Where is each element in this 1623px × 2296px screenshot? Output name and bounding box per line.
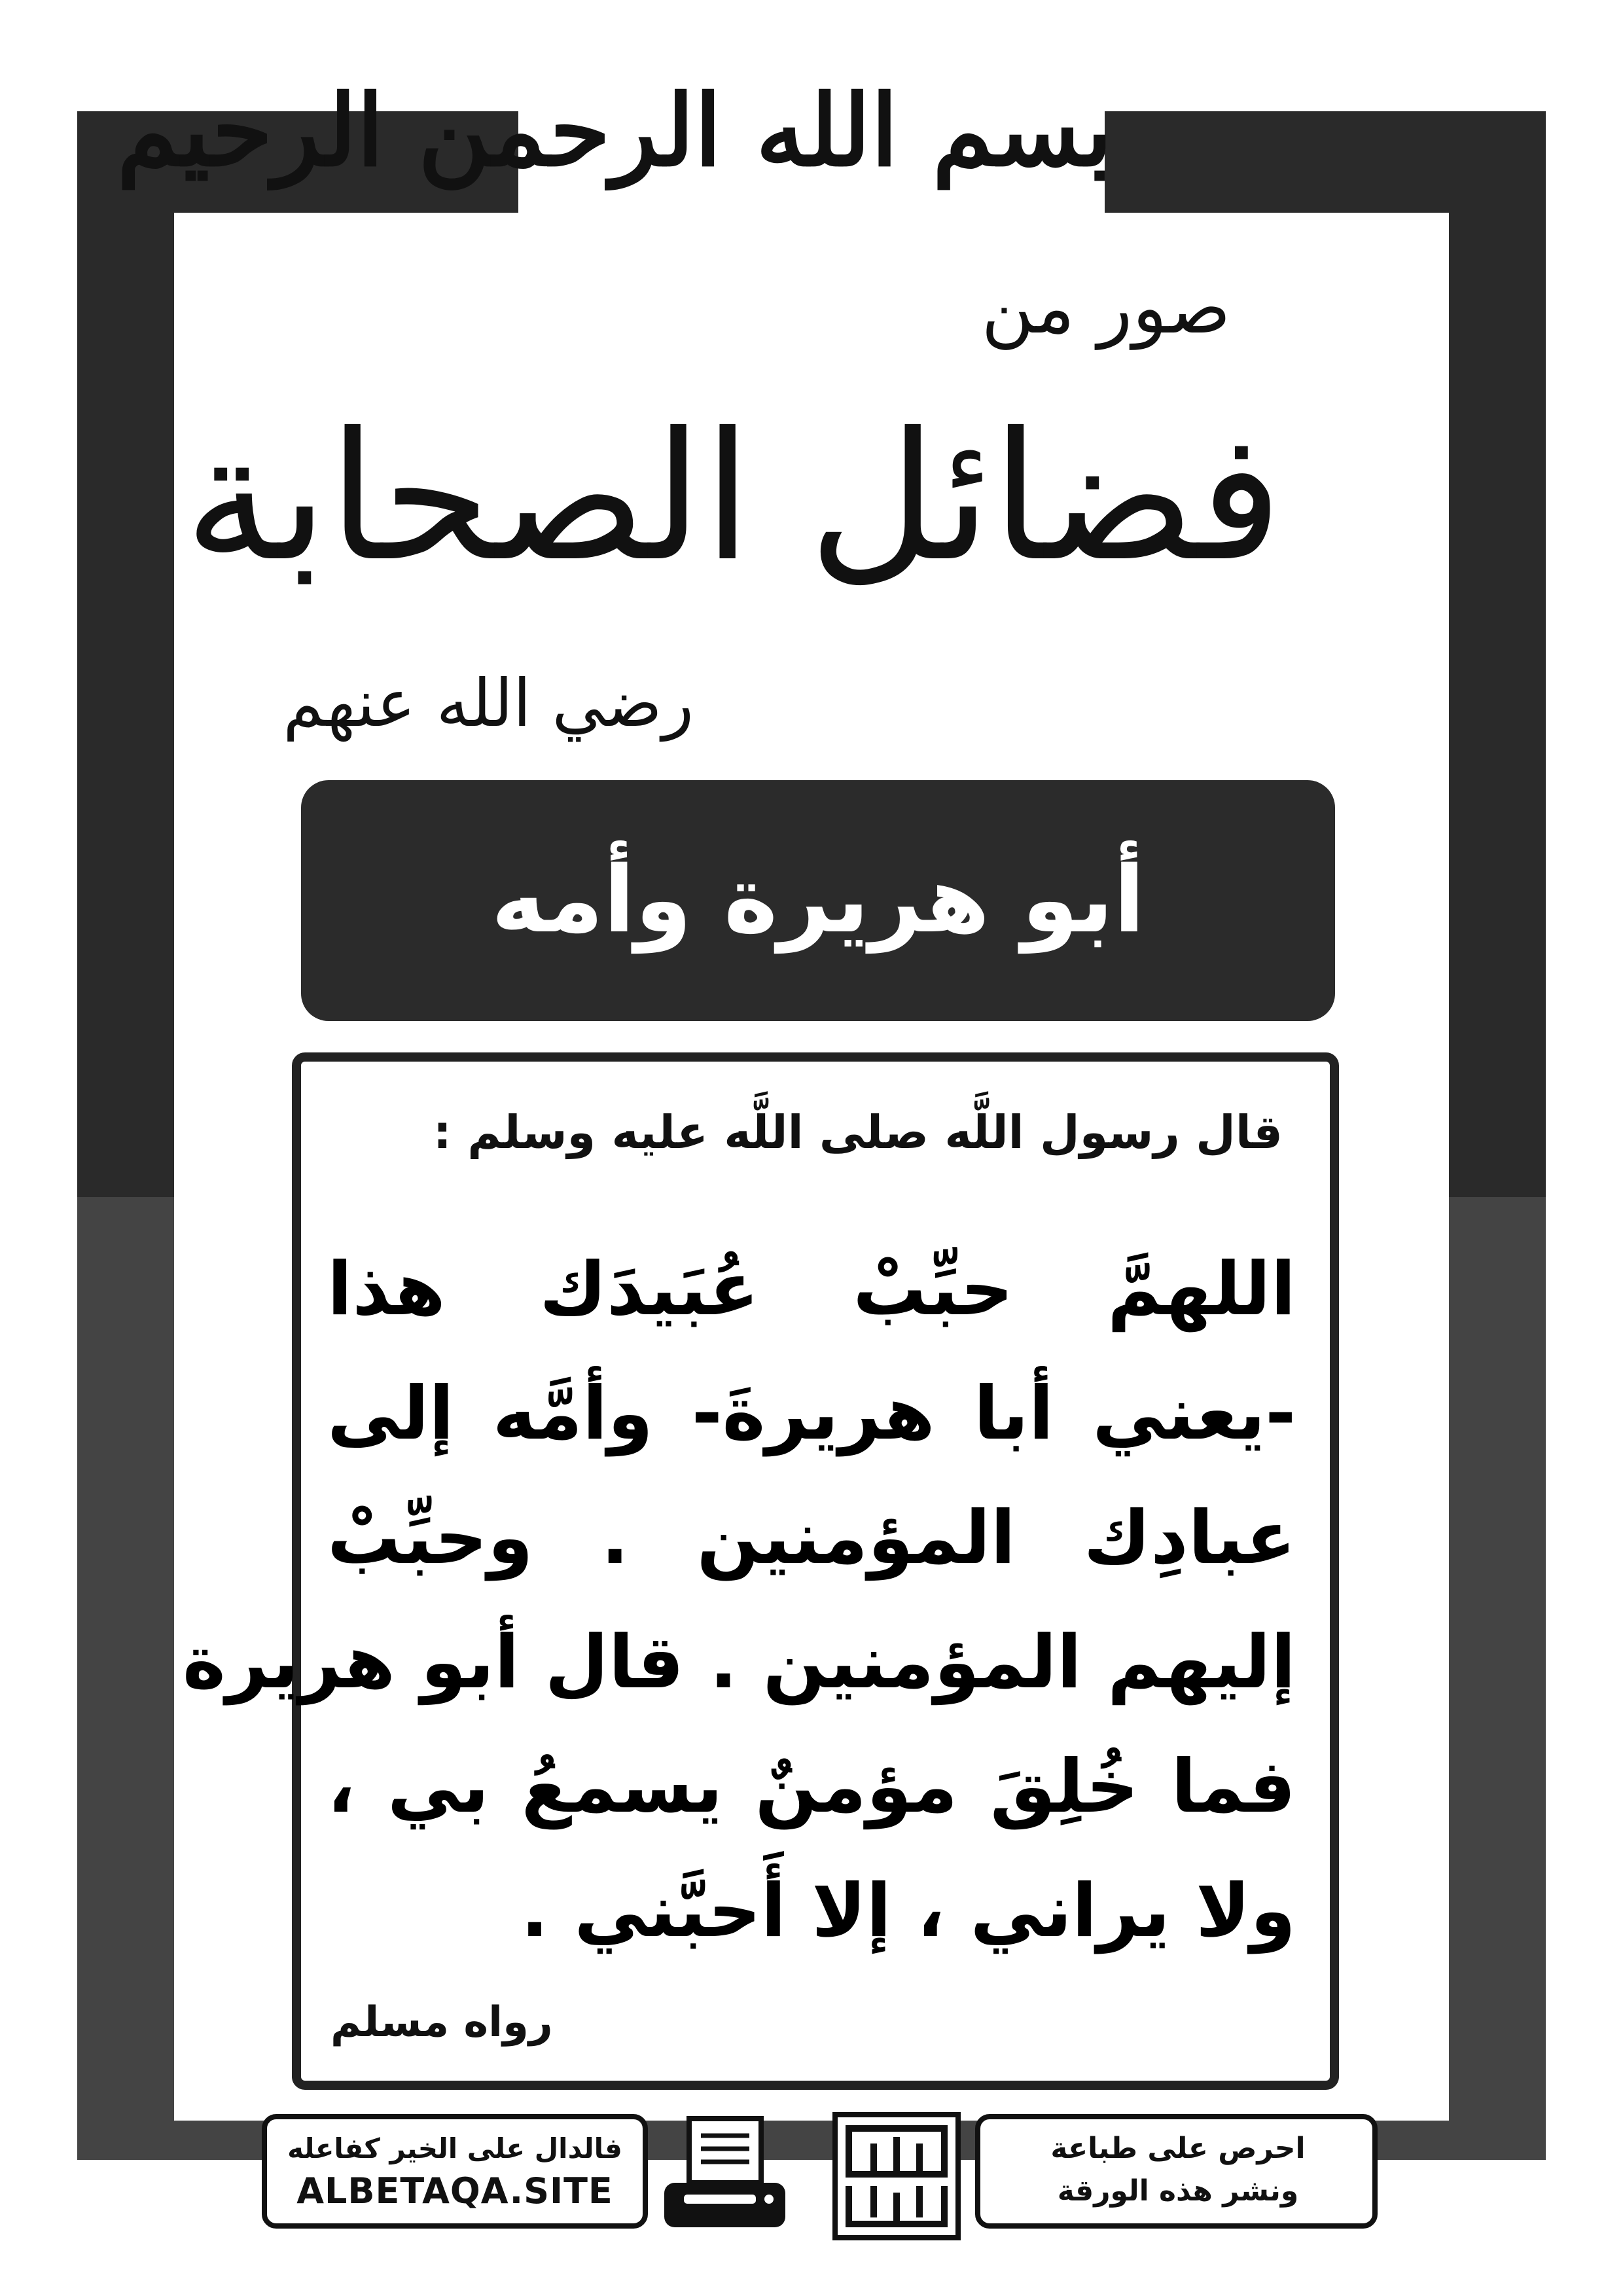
dawah-logo-icon bbox=[831, 2111, 962, 2242]
hadith-intro: قال رسول اللَّه صلى اللَّه عليه وسلم : bbox=[433, 1105, 1283, 1159]
footer-site-link[interactable]: ALBETAQA.SITE bbox=[296, 2170, 613, 2212]
printer-icon bbox=[658, 2111, 792, 2242]
footer-tip-line: احرص على طباعة bbox=[1050, 2132, 1306, 2165]
footer-slogan: فالدال على الخير كفاعله bbox=[287, 2132, 622, 2164]
footer-tip-line: ونشر هذه الورقة bbox=[1057, 2174, 1299, 2208]
hadith-line: إليهم المؤمنين . قال أبو هريرة bbox=[182, 1620, 1296, 1705]
frame-right bbox=[1449, 111, 1546, 2160]
series-prefix: صور من bbox=[981, 266, 1231, 350]
series-suffix: رضي الله عنهم bbox=[283, 665, 694, 742]
hadith-line: -يعني أبا هريرةَ- وأمَّه إلى bbox=[327, 1371, 1296, 1456]
page-title: أبو هريرة وأمه bbox=[491, 847, 1145, 954]
hadith-line: ولا يراني ، إلا أَحبَّني . bbox=[520, 1869, 1296, 1954]
series-title: فضائل الصحابة bbox=[184, 394, 1283, 600]
hadith-line: فما خُلِقَ مؤمنٌ يسمعُ بي ، bbox=[327, 1744, 1296, 1829]
hadith-line: عبادِك المؤمنين . وحبِّبْ bbox=[327, 1496, 1296, 1581]
hadith-source: رواه مسلم bbox=[330, 1998, 553, 2047]
hadith-line: اللهمَّ حبِّبْ عُبَيدَك هذا bbox=[327, 1247, 1296, 1332]
basmala-calligraphy: بسم الله الرحمن الرحيم bbox=[116, 73, 1113, 188]
frame-left bbox=[77, 111, 174, 2160]
